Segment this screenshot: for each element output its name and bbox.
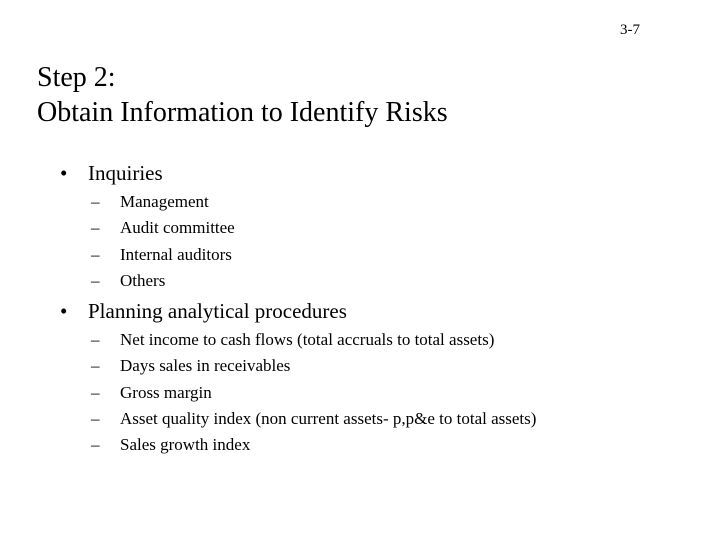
dash-marker: – xyxy=(91,270,100,290)
list-item xyxy=(91,327,536,353)
list-item xyxy=(91,189,235,215)
title-line-1: Step 2: xyxy=(37,62,116,93)
dash-marker: – xyxy=(91,192,100,211)
list-item-text: Others xyxy=(120,270,166,290)
list-item-text: Net income to cash flows (total accruals to total assets) xyxy=(120,330,495,349)
list-item xyxy=(91,215,235,241)
bullet-heading: Inquiries xyxy=(88,161,163,185)
dash-marker: – xyxy=(91,435,100,455)
list-item-text: Asset quality index (non current assets- p,p&e to total assets) xyxy=(120,408,537,428)
list-item-text: Gross margin xyxy=(120,382,212,402)
list-item xyxy=(91,353,536,379)
dash-marker: – xyxy=(91,244,100,264)
bullet-heading: Planning analytical procedures xyxy=(88,299,347,323)
dash-marker: – xyxy=(91,218,100,238)
list-item-text: Internal auditors xyxy=(120,244,232,264)
list-item xyxy=(91,432,536,458)
title-line-2: Obtain Information to Identify Risks xyxy=(37,97,448,128)
list-item xyxy=(91,242,235,268)
list-item xyxy=(91,268,235,294)
sublist-planning xyxy=(91,327,536,458)
dash-marker: – xyxy=(91,330,100,349)
dash-marker: – xyxy=(91,408,100,428)
list-item-text: Sales growth index xyxy=(120,435,251,455)
bullet-planning-analytical-procedures xyxy=(60,298,347,324)
list-item-text: Management xyxy=(120,192,209,211)
dash-marker: – xyxy=(91,356,100,376)
page-number: 3-7 xyxy=(620,22,640,38)
bullet-inquiries xyxy=(60,160,163,186)
slide-title xyxy=(37,60,448,130)
sublist-inquiries xyxy=(91,189,235,294)
list-item xyxy=(91,380,536,406)
list-item-text: Days sales in receivables xyxy=(120,356,291,376)
list-item xyxy=(91,406,536,432)
list-item-text: Audit committee xyxy=(120,218,235,238)
dash-marker: – xyxy=(91,382,100,402)
bullet-marker: • xyxy=(60,161,68,185)
bullet-marker: • xyxy=(60,299,68,323)
